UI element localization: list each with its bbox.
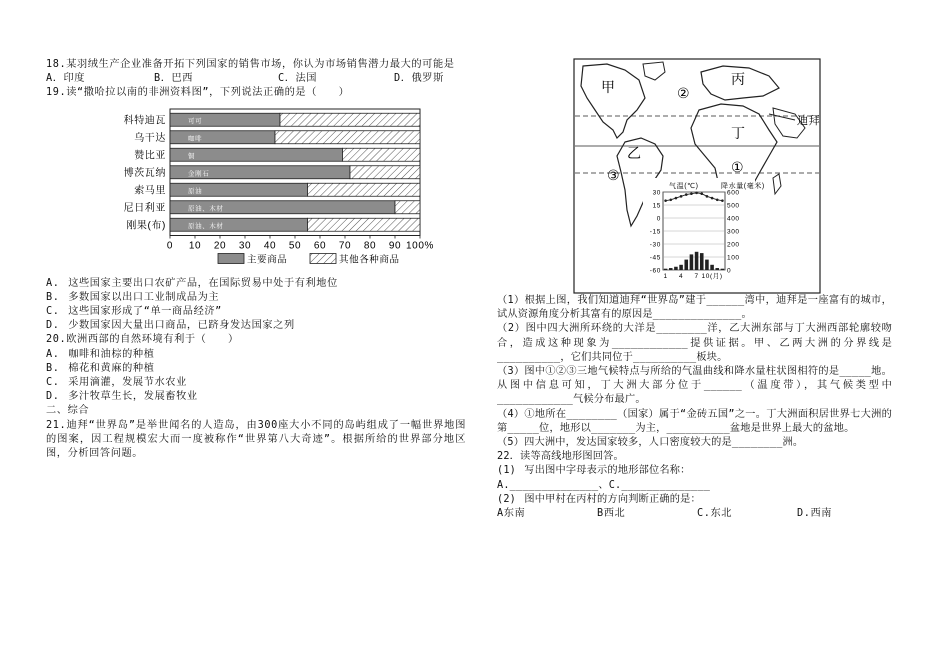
- category-label-4: 索马里: [134, 184, 166, 196]
- climate-precip-tick-2: 400: [727, 215, 740, 223]
- climate-month-tick-3: 10(月): [701, 273, 723, 280]
- legend-label-other: 其他各种商品: [339, 254, 400, 266]
- precip-bar-6: [695, 252, 699, 270]
- q19-option-c: C. 这些国家形成了“单一商品经济”: [46, 306, 222, 318]
- bar-main-0: [170, 113, 280, 126]
- q18-option-d: D．俄罗斯: [394, 73, 444, 85]
- x-tick-label-9: 90: [388, 240, 402, 252]
- bar-label-6: 原油、木材: [188, 222, 224, 230]
- precip-bar-10: [715, 268, 719, 270]
- temperature-point-8: [706, 195, 709, 198]
- q21-part3: （3）图中①②③三地气候特点与所给的气温曲线和降水量柱状图相符的是_____地。从图中信息可知，丁大洲大部分位于______（温度带），其气候类型中____________气候分布最广。: [497, 366, 892, 406]
- q19-option-d: D. 少数国家因大量出口商品，已跻身发达国家之列: [46, 320, 295, 332]
- precip-bar-5: [690, 254, 694, 270]
- q22-option-d: D.西南: [797, 508, 833, 520]
- climate-temp-tick-0: 30: [652, 189, 661, 197]
- x-tick-label-2: 20: [213, 240, 227, 252]
- q19-option-a: A. 这些国家主要出口农矿产品，在国际贸易中处于有利地位: [46, 277, 338, 289]
- q21-part4: （4）①地所在________（国家）属于“金砖五国”之一。丁大洲面积居世界七大洲的第_____位，地形以_______为主，__________盆地是世界上最大的盆地。: [497, 408, 892, 434]
- bar-label-4: 原油: [188, 187, 203, 195]
- category-label-1: 乌干达: [134, 132, 166, 144]
- right-column: [497, 58, 892, 521]
- x-tick-label-6: 60: [313, 240, 327, 252]
- climate-temp-label: 气温(℃): [669, 183, 699, 190]
- precip-bar-8: [705, 260, 709, 270]
- climate-temp-tick-4: -30: [649, 241, 661, 249]
- bar-other-0: [280, 113, 420, 126]
- q22-part1: (1) 写出图中字母表示的地形部位名称：: [497, 465, 691, 477]
- category-label-5: 尼日利亚: [123, 202, 166, 214]
- q22-stem: 22．读等高线地形图回答。: [497, 451, 624, 463]
- x-tick-label-7: 70: [338, 240, 352, 252]
- bar-label-5: 原油、木材: [188, 204, 224, 212]
- q21-part5: （5）四大洲中，发达国家较多，人口密度较大的是________洲。: [497, 437, 804, 449]
- q22-option-c: C.东北: [697, 508, 733, 520]
- q22-option-b: B西北: [597, 508, 626, 520]
- climate-precip-tick-5: 100: [727, 254, 740, 262]
- q18-stem: 18.某羽绒生产企业准备开拓下列国家的销售市场，你认为市场销售潜力最大的可能是: [46, 59, 455, 70]
- q19-option-b: B. 多数国家以出口工业制成品为主: [46, 291, 220, 303]
- map-label-c3: ③: [607, 167, 621, 183]
- legend-swatch-main: [218, 253, 244, 263]
- bar-label-3: 金刚石: [188, 169, 210, 177]
- legend-label-main: 主要商品: [247, 254, 288, 266]
- climate-precip-tick-4: 200: [727, 241, 740, 249]
- climate-temp-tick-5: -45: [649, 254, 661, 262]
- q18-options: [46, 72, 466, 86]
- bar-label-0: 可可: [188, 117, 203, 125]
- africa-export-chart-svg: [114, 105, 454, 271]
- temperature-point-6: [695, 192, 698, 195]
- x-tick-label-0: 0: [166, 240, 174, 252]
- world-region-map-svg: [573, 58, 821, 294]
- precip-bar-2: [674, 267, 678, 270]
- climate-temp-tick-3: -15: [649, 228, 661, 236]
- climate-precip-tick-3: 300: [727, 228, 740, 236]
- x-tick-label-4: 40: [263, 240, 277, 252]
- temperature-point-9: [711, 197, 714, 200]
- q22-part2: (2) 图中甲村在丙村的方向判断正确的是：: [497, 493, 701, 505]
- q18-option-a: A．印度: [46, 73, 86, 85]
- x-tick-label-3: 30: [238, 240, 252, 252]
- legend-swatch-other: [310, 253, 336, 263]
- q18-option-c: C．法国: [278, 73, 318, 85]
- world-region-map: [573, 58, 821, 294]
- category-label-3: 博茨瓦纳: [123, 167, 166, 179]
- temperature-point-0: [664, 199, 667, 202]
- climate-temp-tick-2: 0: [656, 215, 661, 223]
- q22-options: [497, 507, 892, 521]
- category-label-0: 科特迪瓦: [123, 114, 166, 126]
- map-label-c1: ①: [731, 159, 745, 175]
- x-tick-label-5: 50: [288, 240, 302, 252]
- climate-month-tick-1: 4: [678, 273, 684, 280]
- q22-option-a: A东南: [497, 508, 526, 520]
- section-two-heading: 二、综合: [46, 405, 90, 417]
- map-label-jia: 甲: [601, 79, 616, 95]
- map-label-yi: 乙: [627, 145, 642, 161]
- q22-part1-blanks: A.______________、C.______________: [497, 479, 711, 491]
- precip-bar-9: [710, 265, 714, 270]
- temperature-point-2: [675, 197, 678, 200]
- x-tick-label-10: 100%: [406, 240, 434, 252]
- precip-bar-1: [669, 268, 673, 270]
- x-tick-label-8: 80: [363, 240, 377, 252]
- temperature-point-4: [685, 193, 688, 196]
- temperature-point-1: [669, 199, 672, 202]
- map-label-ding: 丁: [731, 125, 746, 141]
- climate-precip-tick-1: 500: [727, 202, 740, 210]
- bar-main-2: [170, 148, 343, 161]
- temperature-point-7: [700, 192, 703, 195]
- temperature-point-5: [690, 192, 693, 195]
- map-label-c2: ②: [677, 85, 691, 101]
- bar-label-2: 铜: [188, 152, 196, 160]
- category-label-6: 刚果(布): [126, 219, 166, 231]
- bar-label-1: 咖啡: [188, 134, 203, 142]
- climate-temp-tick-1: 15: [652, 202, 661, 210]
- q21-stem: 21.迪拜“世界岛”是举世闻名的人造岛，由300座大小不同的岛屿组成了一幅世界地图的图案，因工程规模宏大而一度被称作“世界第八大奇迹”。根据所给的世界部分地区图，分析回答问题。: [46, 419, 466, 460]
- precip-bar-11: [721, 269, 725, 270]
- climate-month-tick-2: 7: [694, 273, 699, 280]
- q20-option-c: C. 采用滴灌，发展节水农业: [46, 377, 187, 389]
- temperature-point-10: [716, 199, 719, 202]
- africa-export-chart: [114, 105, 454, 271]
- q20-option-b: B. 棉花和黄麻的种植: [46, 362, 155, 374]
- map-label-dubai: 迪拜: [797, 115, 821, 127]
- bar-other-4: [308, 183, 421, 196]
- climate-precip-label: 降水量(毫米): [721, 183, 765, 190]
- q20-stem: 20.欧洲西部的自然环境有利于（ ）: [46, 334, 239, 346]
- map-label-bing: 丙: [731, 71, 746, 87]
- precip-bar-4: [684, 260, 688, 270]
- q21-part2: （2）图中四大洲所环绕的大洋是________洋，乙大洲东部与丁大洲西部轮廓较吻合，造成这种现象为____________提供证据。甲、乙两大洲的分界线是__________，它们共同位于__________板块。: [497, 323, 892, 363]
- temperature-point-11: [721, 199, 724, 202]
- climate-precip-tick-0: 600: [727, 189, 740, 197]
- temperature-point-3: [680, 195, 683, 198]
- precip-bar-3: [679, 265, 683, 270]
- bar-other-3: [350, 165, 420, 178]
- q18-option-b: B．巴西: [154, 73, 194, 85]
- climate-precip-tick-6: 0: [727, 267, 732, 275]
- bar-main-1: [170, 130, 275, 143]
- x-tick-label-1: 10: [188, 240, 202, 252]
- precip-bar-7: [700, 253, 704, 270]
- climate-temp-tick-6: -60: [649, 267, 661, 275]
- bar-other-6: [308, 218, 421, 231]
- q20-option-d: D. 多汁牧草生长，发展畜牧业: [46, 391, 198, 403]
- q19-stem: 19.读“撒哈拉以南的非洲资料图”，下列说法正确的是（ ）: [46, 87, 350, 99]
- climate-month-tick-0: 1: [663, 273, 668, 280]
- q20-option-a: A. 咖啡和油棕的种植: [46, 348, 155, 360]
- q21-part1: （1）根据上图，我们知道迪拜“世界岛”建于______湾中，迪拜是一座富有的城市，试从资源角度分析其富有的原因是______________。: [497, 295, 892, 321]
- category-label-2: 赞比亚: [134, 149, 166, 161]
- bar-other-2: [343, 148, 421, 161]
- precip-bar-0: [664, 269, 668, 270]
- bar-other-1: [275, 130, 420, 143]
- bar-other-5: [395, 200, 420, 213]
- left-column: [46, 58, 466, 461]
